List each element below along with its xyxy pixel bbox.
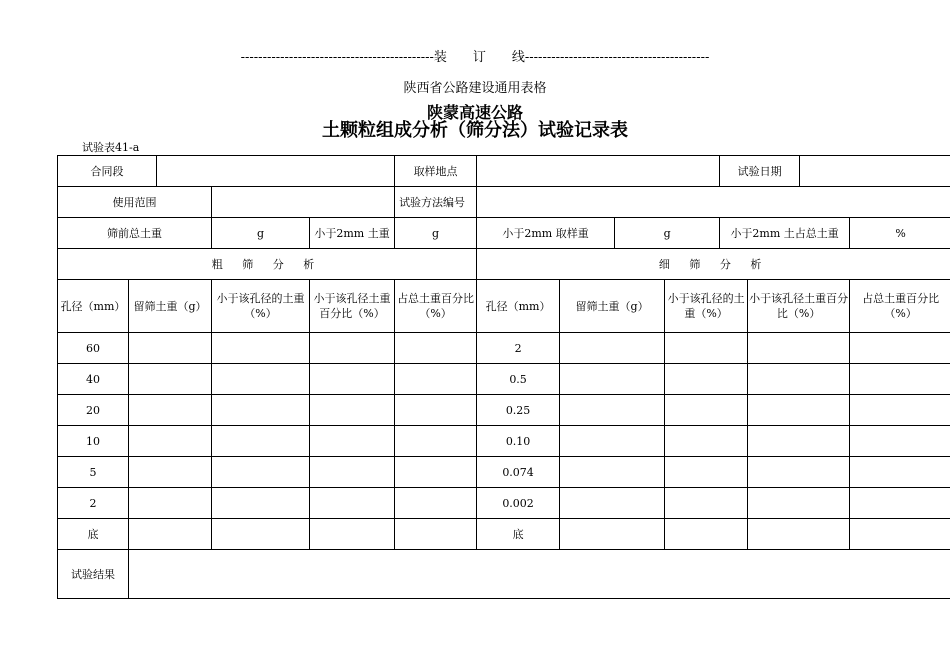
data-cell[interactable] xyxy=(395,457,477,488)
data-cell[interactable] xyxy=(850,364,950,395)
data-cell[interactable] xyxy=(748,519,850,550)
less2-sample-label: 小于2mm 取样重 xyxy=(477,218,615,249)
data-cell[interactable] xyxy=(212,457,310,488)
page-title: 土颗粒组成分析（筛分法）试验记录表 xyxy=(322,120,628,141)
form-number: 试验表41-a xyxy=(82,141,140,154)
data-cell[interactable] xyxy=(665,488,748,519)
result-field[interactable] xyxy=(129,550,950,599)
data-cell[interactable] xyxy=(748,426,850,457)
data-cell[interactable] xyxy=(129,395,212,426)
data-cell[interactable] xyxy=(129,333,212,364)
data-cell[interactable] xyxy=(212,333,310,364)
fine-size: 2 xyxy=(477,333,560,364)
data-cell[interactable] xyxy=(560,488,665,519)
data-cell[interactable] xyxy=(665,364,748,395)
fine-col-retained: 留筛土重（g） xyxy=(560,280,665,333)
sampling-site-field[interactable] xyxy=(477,156,720,187)
method-no-label: 试验方法编号 xyxy=(395,187,477,218)
less2-pct-label: 小于2mm 土占总土重 xyxy=(720,218,850,249)
coarse-col-less-pct: 小于该孔径土重百分比（%） xyxy=(310,280,395,333)
coarse-size: 60 xyxy=(58,333,129,364)
data-cell[interactable] xyxy=(560,457,665,488)
data-cell[interactable] xyxy=(212,395,310,426)
form-subtitle: 陕西省公路建设通用表格 xyxy=(403,81,547,96)
result-label: 试验结果 xyxy=(58,550,129,599)
data-cell[interactable] xyxy=(310,395,395,426)
fine-size: 0.25 xyxy=(477,395,560,426)
data-cell[interactable] xyxy=(560,364,665,395)
data-cell[interactable] xyxy=(748,364,850,395)
data-cell[interactable] xyxy=(310,488,395,519)
method-no-field[interactable] xyxy=(477,187,950,218)
fine-col-total-pct: 占总土重百分比（%） xyxy=(850,280,950,333)
fine-size: 底 xyxy=(477,519,560,550)
record-table xyxy=(57,155,950,599)
data-cell[interactable] xyxy=(129,364,212,395)
data-cell[interactable] xyxy=(665,333,748,364)
data-cell[interactable] xyxy=(310,519,395,550)
data-cell[interactable] xyxy=(395,426,477,457)
data-cell[interactable] xyxy=(665,426,748,457)
coarse-size: 40 xyxy=(58,364,129,395)
data-cell[interactable] xyxy=(748,488,850,519)
less2-weight-unit[interactable]: g xyxy=(395,218,477,249)
data-cell[interactable] xyxy=(560,333,665,364)
fine-section-header: 细 筛 分 析 xyxy=(477,249,950,280)
binding-line: --------------------------------------------装 订 线------------------------------------------ xyxy=(240,50,710,65)
coarse-section-header: 粗 筛 分 析 xyxy=(58,249,477,280)
data-cell[interactable] xyxy=(850,395,950,426)
data-cell[interactable] xyxy=(310,457,395,488)
data-cell[interactable] xyxy=(395,333,477,364)
data-cell[interactable] xyxy=(212,519,310,550)
data-cell[interactable] xyxy=(850,457,950,488)
total-weight-label: 筛前总土重 xyxy=(58,218,212,249)
data-cell[interactable] xyxy=(310,364,395,395)
data-cell[interactable] xyxy=(850,426,950,457)
data-cell[interactable] xyxy=(310,426,395,457)
data-cell[interactable] xyxy=(850,333,950,364)
data-cell[interactable] xyxy=(560,426,665,457)
data-cell[interactable] xyxy=(395,364,477,395)
data-cell[interactable] xyxy=(212,426,310,457)
coarse-col-less-weight: 小于该孔径的土重（%） xyxy=(212,280,310,333)
table-row xyxy=(58,333,950,364)
coarse-col-total-pct: 占总土重百分比（%） xyxy=(395,280,477,333)
data-cell[interactable] xyxy=(665,395,748,426)
fine-col-less-weight: 小于该孔径的土重（%） xyxy=(665,280,748,333)
total-weight-unit[interactable]: g xyxy=(212,218,310,249)
fine-size: 0.074 xyxy=(477,457,560,488)
fine-size: 0.002 xyxy=(477,488,560,519)
data-cell[interactable] xyxy=(665,519,748,550)
usage-label: 使用范围 xyxy=(58,187,212,218)
table-row xyxy=(58,519,950,550)
contract-label: 合同段 xyxy=(58,156,157,187)
less2-weight-label: 小于2mm 土重 xyxy=(310,218,395,249)
sampling-site-label: 取样地点 xyxy=(395,156,477,187)
coarse-size: 5 xyxy=(58,457,129,488)
fine-size: 0.5 xyxy=(477,364,560,395)
table-row xyxy=(58,488,950,519)
data-cell[interactable] xyxy=(748,457,850,488)
data-cell[interactable] xyxy=(560,519,665,550)
data-cell[interactable] xyxy=(129,426,212,457)
data-cell[interactable] xyxy=(129,488,212,519)
data-cell[interactable] xyxy=(212,488,310,519)
usage-field[interactable] xyxy=(212,187,395,218)
test-date-field[interactable] xyxy=(800,156,950,187)
contract-field[interactable] xyxy=(157,156,395,187)
data-cell[interactable] xyxy=(395,395,477,426)
table-row xyxy=(58,457,950,488)
table-row xyxy=(58,364,950,395)
data-cell[interactable] xyxy=(850,519,950,550)
data-cell[interactable] xyxy=(395,488,477,519)
table-row xyxy=(58,426,950,457)
fine-size: 0.10 xyxy=(477,426,560,457)
test-date-label: 试验日期 xyxy=(720,156,800,187)
data-cell[interactable] xyxy=(212,364,310,395)
coarse-size: 2 xyxy=(58,488,129,519)
data-cell[interactable] xyxy=(395,519,477,550)
less2-sample-unit[interactable]: g xyxy=(615,218,720,249)
data-cell[interactable] xyxy=(310,333,395,364)
data-cell[interactable] xyxy=(748,395,850,426)
project-name: 陕蒙高速公路 xyxy=(426,103,523,122)
table-row xyxy=(58,395,950,426)
fine-col-size: 孔径（mm） xyxy=(477,280,560,333)
data-cell[interactable] xyxy=(850,488,950,519)
coarse-size: 底 xyxy=(58,519,129,550)
coarse-size: 20 xyxy=(58,395,129,426)
fine-col-less-pct: 小于该孔径土重百分比（%） xyxy=(748,280,850,333)
coarse-col-retained: 留筛土重（g） xyxy=(129,280,212,333)
data-cell[interactable] xyxy=(560,395,665,426)
data-cell[interactable] xyxy=(665,457,748,488)
coarse-col-size: 孔径（mm） xyxy=(58,280,129,333)
data-cell[interactable] xyxy=(748,333,850,364)
data-cell[interactable] xyxy=(129,457,212,488)
coarse-size: 10 xyxy=(58,426,129,457)
data-cell[interactable] xyxy=(129,519,212,550)
less2-pct-unit[interactable]: % xyxy=(850,218,950,249)
